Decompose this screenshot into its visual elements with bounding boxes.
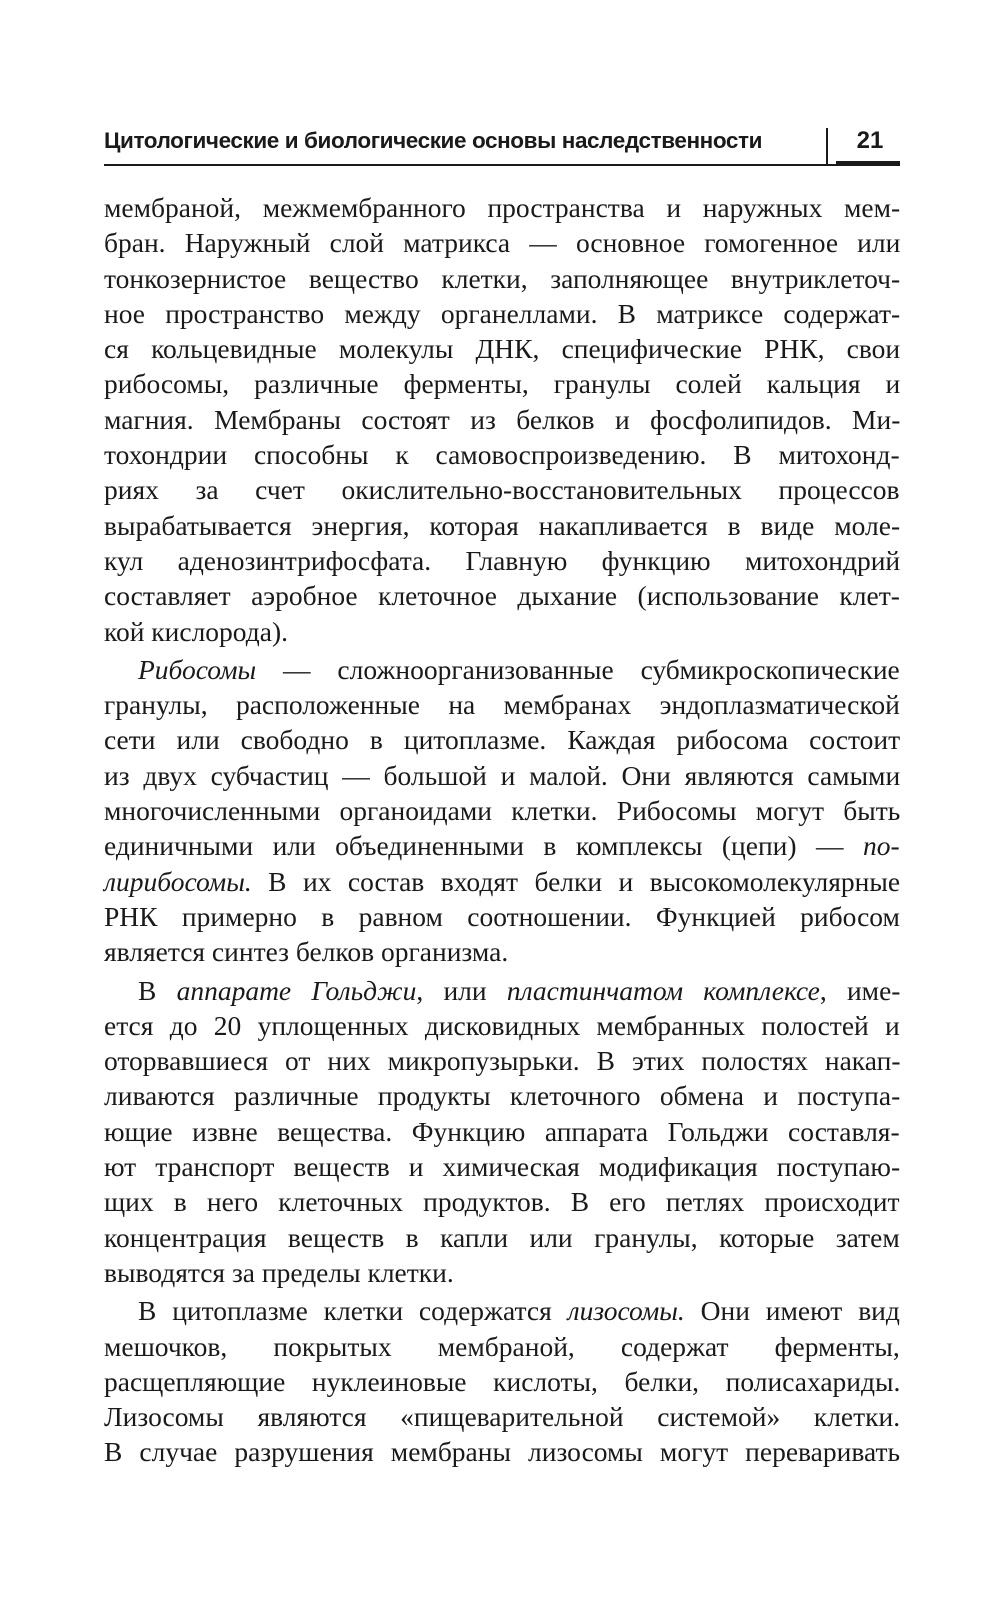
text-line: ся кольцевидные молекулы ДНК, специфические РНК, свои — [104, 333, 901, 365]
text-line: РНК примерно в равном соотношении. Функцией рибосом — [104, 900, 900, 932]
text-line: кой кислорода). — [104, 615, 289, 647]
header-rule-accent — [836, 161, 900, 166]
text-line: ющие извне вещества. Функцию аппарата Гольджи составля- — [104, 1115, 900, 1147]
text-line: тонкозернистое вещество клетки, заполняющее внутриклеточ- — [104, 262, 901, 294]
text-line: является синтез белков организма. — [104, 936, 509, 968]
text-line: составляет аэробное клеточное дыхание (использование клет- — [104, 580, 900, 612]
text-line: расщепляющие нуклеиновые кислоты, белки, полисахариды. — [104, 1365, 901, 1397]
text-line: риях за счет окислительно-восстановительных процессов — [104, 474, 900, 506]
text-line: магния. Мембраны состоят из белков и фосфолипидов. Ми- — [104, 403, 901, 435]
text-line: многочисленными органоидами клетки. Рибосомы могут быть — [104, 795, 901, 827]
paragraph-golgi-start: В аппарате Гольджи, или пластинчатом комплексе, име- — [138, 974, 901, 1006]
text-line: мешочков, покрытых мембраной, содержат ферменты, — [104, 1330, 900, 1362]
text-line: оторвавшиеся от них микропузырьки. В этих полостях накап- — [104, 1045, 901, 1077]
text-line: В случае разрушения мембраны лизосомы могут переваривать — [104, 1436, 901, 1468]
text-line: вырабатывается энергия, которая накапливается в виде моле- — [104, 509, 901, 541]
text-line: кул аденозинтрифосфата. Главную функцию митохондрий — [104, 544, 901, 576]
text-line: щих в него клеточных продуктов. В его петлях происходит — [104, 1186, 900, 1218]
paragraph-lysosomes-start: В цитоплазме клетки содержатся лизосомы. Они имеют вид — [138, 1295, 900, 1327]
text-line: ется до 20 уплощенных дисковидных мембранных полостей и — [104, 1009, 900, 1041]
text-line: ют транспорт веществ и химическая модификация поступаю- — [104, 1151, 901, 1183]
text-line: тохондрии способны к самовоспроизведению. В митохонд- — [104, 439, 900, 471]
text-line: из двух субчастиц — большой и малой. Они являются самыми — [104, 759, 901, 791]
text-line: ливаются различные продукты клеточного обмена и поступа- — [104, 1080, 901, 1112]
header-divider — [826, 128, 828, 166]
body-text — [104, 190, 900, 1470]
text-line: рибосомы, различные ферменты, гранулы солей кальция и — [104, 368, 901, 400]
text-line: концентрация веществ в капли или гранулы, которые затем — [104, 1221, 900, 1253]
text-line: гранулы, расположенные на мембранах эндоплазматической — [104, 689, 900, 721]
paragraph-ribosomes-start: Рибосомы — сложноорганизованные субмикроскопические — [138, 653, 900, 685]
page-number: 21 — [856, 127, 884, 154]
text-line: бран. Наружный слой матрикса — основное гомогенное или — [104, 227, 901, 259]
text-line: выводятся за пределы клетки. — [104, 1256, 454, 1288]
text-line: единичными или объединенными в комплексы (цепи) — по- — [104, 830, 900, 862]
header-rule — [104, 164, 900, 166]
text-line: ное пространство между органеллами. В матриксе содержат- — [104, 297, 901, 329]
text-line: мембраной, межмембранного пространства и наружных мем- — [104, 192, 901, 223]
text-line: лирибосомы. В их состав входят белки и высокомолекулярные — [104, 865, 901, 897]
text-line: сети или свободно в цитоплазме. Каждая рибосома состоит — [104, 724, 901, 756]
text-line: Лизосомы являются «пищеварительной системой» клетки. — [104, 1401, 901, 1433]
running-header-title: Цитологические и биологические основы наследственности — [104, 128, 763, 153]
running-header — [104, 124, 900, 168]
